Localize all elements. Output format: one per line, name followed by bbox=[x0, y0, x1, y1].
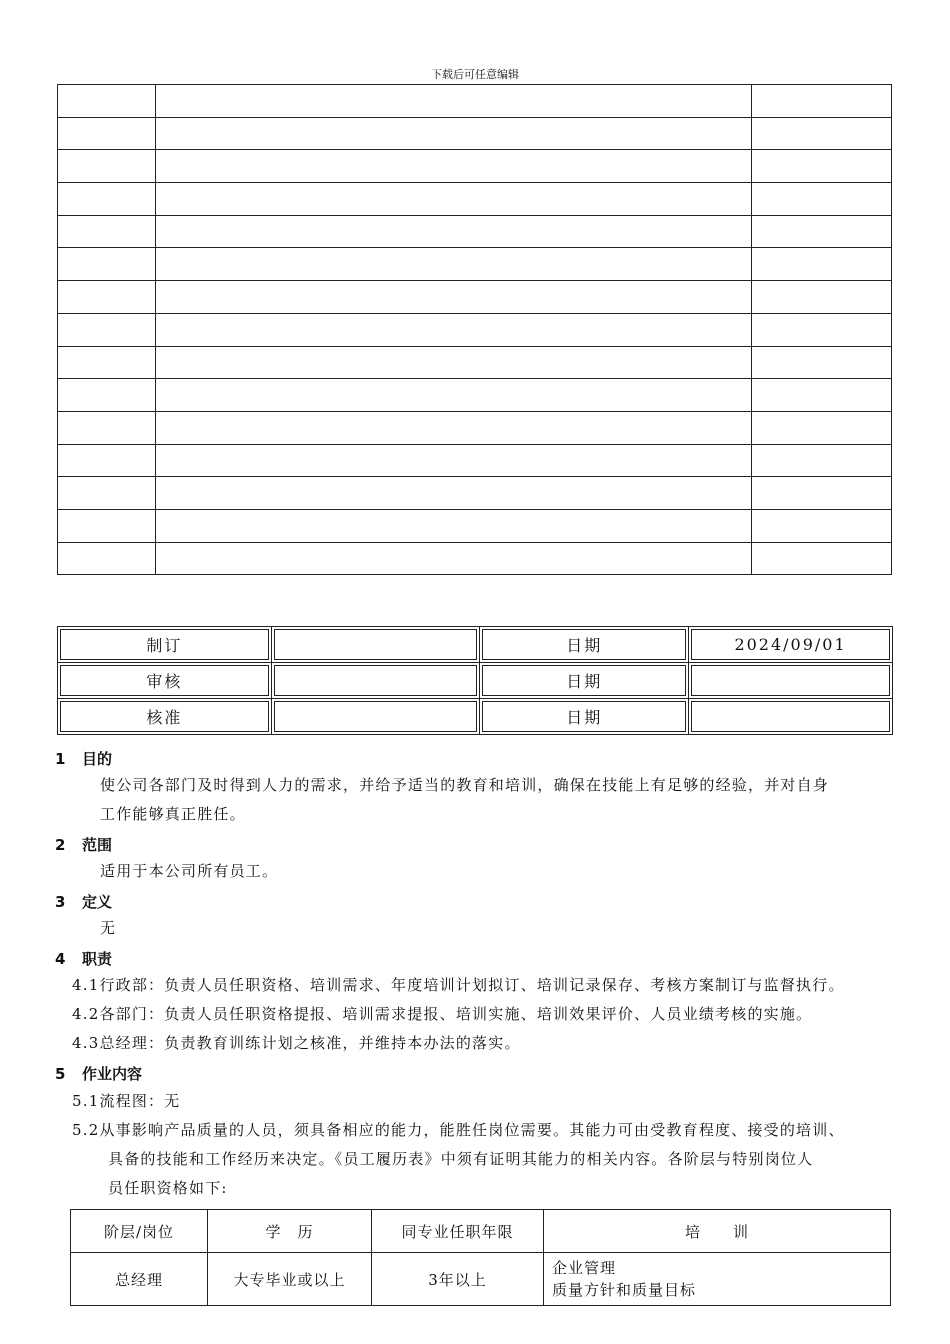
rev-no-cell bbox=[58, 509, 156, 542]
section-text: 5.2从事影响产品质量的人员，须具备相应的能力，能胜任岗位需要。其能力可由受教育程度、接受的培训、 具备的技能和工作经历来决定。《员工履历表》中须有证明其能力的相关内容。各阶层与特别岗位人 员任职资格如下: bbox=[72, 1121, 845, 1197]
rev-content-cell bbox=[156, 313, 752, 346]
section-heading: 2 范围 bbox=[55, 836, 113, 854]
rev-content-cell bbox=[156, 215, 752, 248]
table-row bbox=[58, 281, 892, 314]
section-text bbox=[72, 971, 845, 1058]
table-row bbox=[58, 411, 892, 444]
date-label-cell: 日期 bbox=[480, 663, 689, 699]
rev-content-cell bbox=[156, 117, 752, 150]
table-row bbox=[58, 313, 892, 346]
sign-table bbox=[57, 626, 893, 735]
table-row bbox=[58, 346, 892, 379]
rev-no-cell bbox=[58, 117, 156, 150]
role-cell: 审核 bbox=[58, 663, 272, 699]
list-item: 4.2各部门：负责人员任职资格提报、培训需求提报、培训实施、培训效果评价、人员业绩考核的实施。 bbox=[72, 1005, 813, 1023]
list-item: 4.1行政部：负责人员任职资格、培训需求、年度培训计划拟订、培训记录保存、考核方案制订与监督执行。 bbox=[72, 976, 845, 994]
rev-date-cell bbox=[752, 281, 892, 314]
section-text: 使公司各部门及时得到人力的需求，并给予适当的教育和培训，确保在技能上有足够的经验，并对自身 工作能够真正胜任。 bbox=[100, 776, 830, 823]
rev-content-cell bbox=[156, 248, 752, 281]
date-label-cell: 日期 bbox=[480, 699, 689, 735]
rev-date-cell bbox=[752, 183, 892, 216]
rev-no-cell bbox=[58, 248, 156, 281]
rev-date-cell bbox=[752, 117, 892, 150]
rev-no-cell bbox=[58, 444, 156, 477]
column-header: 阶层/岗位 bbox=[71, 1210, 208, 1253]
role-cell: 总经理 bbox=[71, 1253, 208, 1306]
rev-no-cell bbox=[58, 281, 156, 314]
column-header: 同专业任职年限 bbox=[372, 1210, 544, 1253]
rev-no-cell bbox=[58, 85, 156, 118]
name-cell bbox=[271, 699, 480, 735]
rev-no-cell bbox=[58, 346, 156, 379]
table-row bbox=[71, 1253, 891, 1306]
section-heading: 3 定义 bbox=[55, 893, 113, 911]
table-row bbox=[58, 85, 892, 118]
table-header-row bbox=[71, 1210, 891, 1253]
rev-no-cell bbox=[58, 411, 156, 444]
rev-content-cell bbox=[156, 150, 752, 183]
date-cell: 2024/09/01 bbox=[689, 627, 893, 663]
training-cell: 企业管理 质量方针和质量目标 bbox=[544, 1253, 891, 1306]
rev-content-cell bbox=[156, 542, 752, 575]
rev-no-cell bbox=[58, 542, 156, 575]
table-row bbox=[58, 183, 892, 216]
date-cell bbox=[689, 699, 893, 735]
sign-row bbox=[58, 699, 893, 735]
sign-row bbox=[58, 663, 893, 699]
table-row bbox=[58, 542, 892, 575]
qualification-table bbox=[70, 1209, 891, 1306]
rev-no-cell bbox=[58, 379, 156, 412]
years-cell: 3年以上 bbox=[372, 1253, 544, 1306]
rev-content-cell bbox=[156, 346, 752, 379]
rev-no-cell bbox=[58, 183, 156, 216]
date-cell bbox=[689, 663, 893, 699]
rev-date-cell bbox=[752, 313, 892, 346]
education-cell: 大专毕业或以上 bbox=[208, 1253, 372, 1306]
list-item: 4.3总经理：负责教育训练计划之核准，并维持本办法的落实。 bbox=[72, 1034, 521, 1052]
rev-no-cell bbox=[58, 150, 156, 183]
column-header: 培 训 bbox=[544, 1210, 891, 1253]
rev-date-cell bbox=[752, 346, 892, 379]
section-text: 适用于本公司所有员工。 bbox=[100, 862, 279, 880]
section-text: 5.1流程图：无 bbox=[72, 1092, 181, 1110]
table-row bbox=[58, 477, 892, 510]
sign-row bbox=[58, 627, 893, 663]
revision-table bbox=[57, 84, 892, 575]
rev-date-cell bbox=[752, 411, 892, 444]
rev-date-cell bbox=[752, 444, 892, 477]
table-row bbox=[58, 379, 892, 412]
rev-date-cell bbox=[752, 248, 892, 281]
table-row bbox=[58, 215, 892, 248]
rev-content-cell bbox=[156, 183, 752, 216]
table-row bbox=[58, 150, 892, 183]
header-note: 下载后可任意编辑 bbox=[431, 68, 519, 81]
section-heading: 5 作业内容 bbox=[55, 1065, 143, 1083]
rev-date-cell bbox=[752, 379, 892, 412]
rev-no-cell bbox=[58, 477, 156, 510]
rev-content-cell bbox=[156, 477, 752, 510]
rev-date-cell bbox=[752, 509, 892, 542]
rev-content-cell bbox=[156, 85, 752, 118]
table-row bbox=[58, 117, 892, 150]
rev-content-cell bbox=[156, 411, 752, 444]
date-label-cell: 日期 bbox=[480, 627, 689, 663]
section-text: 无 bbox=[100, 919, 117, 937]
rev-no-cell bbox=[58, 313, 156, 346]
table-row bbox=[58, 248, 892, 281]
name-cell bbox=[271, 663, 480, 699]
rev-date-cell bbox=[752, 542, 892, 575]
rev-date-cell bbox=[752, 477, 892, 510]
table-row bbox=[58, 509, 892, 542]
rev-content-cell bbox=[156, 509, 752, 542]
rev-date-cell bbox=[752, 85, 892, 118]
rev-date-cell bbox=[752, 150, 892, 183]
section-heading: 1 目的 bbox=[55, 750, 113, 768]
role-cell: 核准 bbox=[58, 699, 272, 735]
name-cell bbox=[271, 627, 480, 663]
table-row bbox=[58, 444, 892, 477]
rev-no-cell bbox=[58, 215, 156, 248]
role-cell: 制订 bbox=[58, 627, 272, 663]
rev-content-cell bbox=[156, 444, 752, 477]
rev-date-cell bbox=[752, 215, 892, 248]
section-heading: 4 职责 bbox=[55, 950, 113, 968]
column-header: 学 历 bbox=[208, 1210, 372, 1253]
rev-content-cell bbox=[156, 379, 752, 412]
rev-content-cell bbox=[156, 281, 752, 314]
